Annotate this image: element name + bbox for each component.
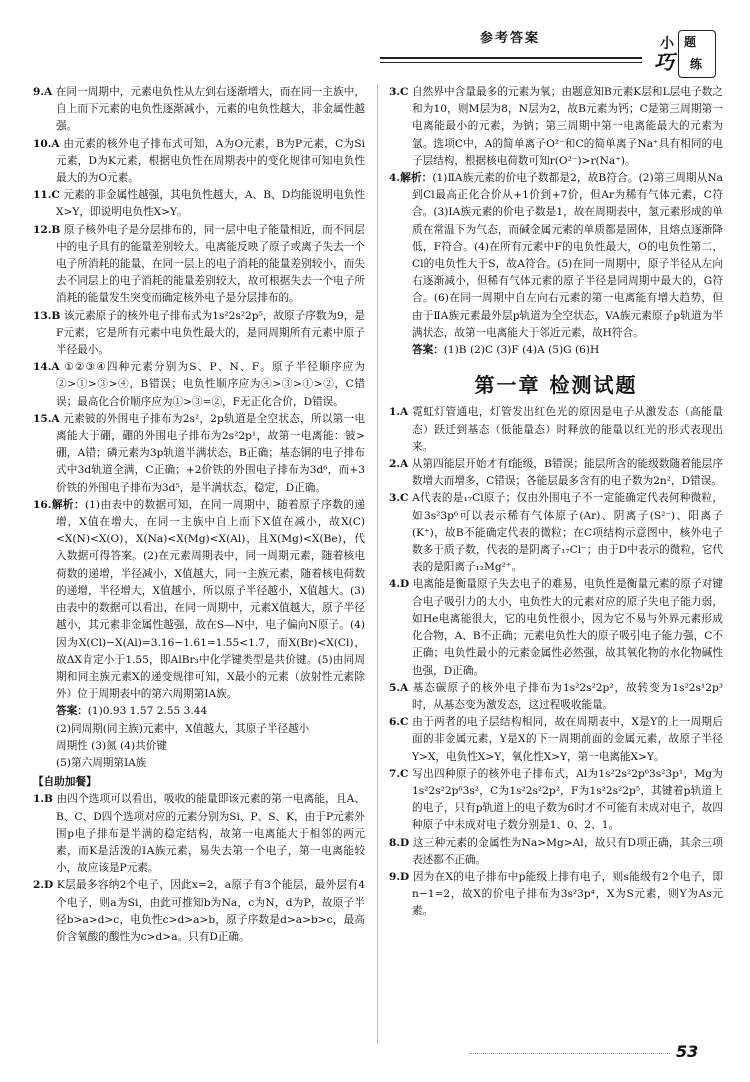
item-number: 16. xyxy=(33,498,52,511)
item-text: 自然界中含量最多的元素为氧；由题意知B元素K层和L层电子数之和为10，则M层为8，N层为2，故B元素为钙；C是第三周期第一电离能最小的元素，为钠；第三周期中第一电离能最大的元素为氩。选项C中，A的简单离子O²⁻和C的简单离子Na⁺具有相同的电子层结构，根据核电荷数可知r(O²⁻)>r(Na⁺)。 xyxy=(411,86,723,167)
item-number: 9.A xyxy=(33,86,53,98)
item-number: 2.A xyxy=(389,458,409,471)
answer-item xyxy=(33,359,365,411)
right-column xyxy=(389,84,723,921)
item-number: 8.D xyxy=(389,836,410,849)
answer-item xyxy=(389,714,723,766)
item-number: 3.C xyxy=(389,492,409,505)
answer-line: (5)第六周期第ⅠA族 xyxy=(56,756,147,769)
answer-item xyxy=(33,791,365,877)
item-text: 因为在X的电子排布中p能级上排有电子，则s能级有2个电子，即n−1=2，故X的价电子排布为3s²3p⁴，X为S元素，则Y为As元素。 xyxy=(412,870,723,918)
answer-item xyxy=(389,456,723,490)
answer-item xyxy=(33,497,365,703)
item-number: 15.A xyxy=(33,412,60,425)
answer-item xyxy=(389,766,723,835)
item-number: 6.C xyxy=(389,716,409,729)
answer-item xyxy=(33,187,365,221)
analysis-label: 解析： xyxy=(51,498,86,511)
item-number: 14.A xyxy=(33,361,60,374)
item-text: 基态碳原子的核外电子排布为1s²2s²2p²，故转变为1s²2s¹2p³时，从基态变为激发态，这过程吸收能量。 xyxy=(412,681,723,711)
item-number: 2.D xyxy=(33,879,54,892)
item-text: (1)ⅡA族元素的价电子数都是2，故B符合。(2)第三周期从Na到Cl最高正化合价从+1价到+7价，但Ar为稀有气体元素，C符合。(3)ⅠA族元素的价电子数是1，故在周期表中，氢元素形成的单质在常温下为气态，而碱金属元素的单质都是固体，且熔点逐渐降低，F符合。(4)在所有元素中F的电负性最大，O的电负性第二，Cl的电负性大于S，故A符合。(5)在同一周期中，原子半径从左向右逐渐减小，但稀有气体元素的原子半径是同周期中最大的，G符合。(6)在同一周期中自左向右元素的第一电离能有增大趋势，但由于ⅡA族元素最外层p轨道为全空状态，VA族元素原子p轨道为半满状态，故第一电离能大于邻近元素，故H符合。 xyxy=(412,172,723,339)
answer-label: 答案： xyxy=(412,344,444,357)
answer-item xyxy=(389,869,723,921)
item-number: 4. xyxy=(389,172,401,185)
item-text: (1)由表中的数据可知，在同一周期中，随着原子序数的递增，X值在增大，在同一主族中自上而下X值在减小，故X(C)<X(N)<X(O)，X(Na)<X(Mg)<X(Al)，且X(Mg)<X(Be)，代入数据可得答案。(2)在元素周期表中，同一周期元素，随着核电荷数的递增，半径减小，X值越大，同一主族元素，随着核电荷数的递增，半径增大，X值越小，所以原子半径越小，X值越大。(3)由表中的数据可以看出，在同一周期中，元素X值越大，原子半径越小，其元素非金属性越强，故在S—N中，电子偏向N原子。(4)因为X(Cl)−X(Al)=3.16−1.61=1.55<1.7，而X(Br)<X(Cl)，故ΔX肯定小于1.55，即AlBr₃中化学键类型是共价键。(5)由同周期和同主族元素X的递变规律可知，X最小的元素（放射性元素除外）位于周期表中的第六周期第ⅠA族。 xyxy=(56,498,365,701)
item-text: 写出四种原子的核外电子排布式，Al为1s²2s²2p⁶3s²3p¹，Mg为1s²2s²2p⁶3s²，C为1s²2s²2p²，F为1s²2s²2p⁵，其键着p轨道上的电子，只有p轨道上的电子数为6时才不可能有未成对电子，故四种原子中未成对电子数分别是1、0、2、1。 xyxy=(412,767,723,832)
footer-ornament xyxy=(470,1053,670,1054)
item-text: 电离能是衡量原子失去电子的难易，电负性是衡量元素的原子对键合电子吸引力的大小，电负性大的元素对应的原子失电子能力弱，如He电离能很大，它的电负性很小，因为它不易与外界元素形成化合物，A、B不正确；元素电负性大的原子吸引电子能力强，C不正确；电负性最小的元素金属性必然强，故其氧化物的水化物碱性也强，D正确。 xyxy=(412,578,723,677)
answer-item xyxy=(33,411,365,497)
answer-line: 周期性 (3)氮 (4)共价键 xyxy=(56,739,167,752)
answer-key xyxy=(389,342,723,359)
item-text: 原子核外电子是分层排布的，同一层中电子能量相近，而不同层中的电子具有的能量差别较大。电离能反映了原子或离子失去一个电子所消耗的能量，在同一层上的电子消耗的能量差别较小，而失去不同层上的电子消耗的能量差别较大，故可根据失去一个电子所消耗的能量发生突变而确定核外电子是分层排布的。 xyxy=(56,223,366,305)
logo-char-3: 巧 xyxy=(654,50,674,74)
logo-char-2: 题 xyxy=(684,35,697,49)
item-text: 这三种元素的金属性为Na>Mg>Al，故只有D项正确，其余三项表述都不正确。 xyxy=(412,836,723,866)
item-text: 从第四能层开始才有f能级，B错误；能层所含的能级数随着能层序数增大而增多，C错误；各能层最多含有的电子数为2n²，D错误。 xyxy=(411,458,723,488)
answer-line: (2)同周期(同主族)元素中，X值越大，其原子半径越小 xyxy=(56,722,310,735)
item-number: 1.A xyxy=(389,406,409,419)
answer-item xyxy=(389,84,723,170)
answer-item xyxy=(33,136,365,188)
answer-item xyxy=(389,170,723,342)
item-number: 12.B xyxy=(33,223,61,236)
item-text: 元素的非金属性越强，其电负性越大，A、B、D均能说明电负性X>Y，即说明电负性X>Y。 xyxy=(56,189,365,219)
item-text: 霓虹灯管通电，灯管发出红色光的原因是电子从激发态（高能量态）跃迁到基态（低能量态）时释放的能量以红光的形式表现出来。 xyxy=(412,406,724,453)
item-number: 7.C xyxy=(389,767,409,780)
answer-item xyxy=(389,576,723,679)
item-number: 5.A xyxy=(389,681,409,694)
left-column xyxy=(33,84,365,946)
item-number: 3.C xyxy=(389,86,409,98)
item-text: 由四个选项可以看出，吸收的能量即该元素的第一电离能，且A、B、C、D四个选项对应的元素分别为Si、P、S、K，由于P元素外围p电子排布是半满的稳定结构，故第一电离能大于相邻的两元素，而K是活泼的ⅠA族元素，易失去第一个电子，第一电离能较小，故应该是P元素。 xyxy=(56,793,365,875)
answer-item xyxy=(33,877,365,946)
answer-item xyxy=(389,490,723,576)
answer-item xyxy=(389,680,723,714)
item-number: 11.C xyxy=(33,189,60,202)
item-text: 元素铍的外围电子排布为2s²，2p轨道是全空状态，所以第一电离能大于硼，硼的外围电子排布为2s²2p¹，故第一电离能：铍>硼，A错；磷元素为3p轨道半满状态，B正确；基态铜的电子排布式中3d轨道全满，C正确；+2价铁的外围电子排布为3d⁶，而+3价铁的外围电子排布为3d⁵，是半满状态，稳定，D正确。 xyxy=(56,412,365,494)
page-number: 53 xyxy=(676,1042,699,1061)
item-number: 1.B xyxy=(33,793,54,806)
logo-char-1: 小 xyxy=(660,36,674,52)
item-text: K层最多容纳2个电子，因此x=2，a原子有3个能层，最外层有4个电子，则a为Si，由此可推知b为Na，c为N，d为P，故原子半径b>a>d>c，电负性c>d>a>b，原子序数是d>a>b>c，最高价含氧酸的酸性为c>d>a。只有D正确。 xyxy=(56,879,365,943)
series-logo xyxy=(650,28,720,80)
item-number: 4.D xyxy=(389,578,410,591)
answer-item xyxy=(33,308,365,360)
item-text: 该元素原子的核外电子排布式为1s²2s²2p⁵，故原子序数为9，是F元素，它是所有元素中电负性最大的，是同周期所有元素中原子半径最小。 xyxy=(56,309,366,357)
item-number: 10.A xyxy=(33,137,60,150)
answer-key xyxy=(33,703,365,720)
item-text: 在同一周期中，元素电负性从左到右逐渐增大，而在同一主族中，自上而下元素的电负性逐渐减小，元素的电负性越大，非金属性越强。 xyxy=(55,86,366,133)
item-text: 由元素的核外电子排布式可知，A为O元素，B为P元素，C为Si元素，D为K元素，根据电负性在周期表中的变化规律可知电负性最大的为O元素。 xyxy=(56,137,365,185)
answer-label: 答案： xyxy=(56,705,88,718)
item-number: 13.B xyxy=(33,309,61,322)
header-rule xyxy=(380,57,642,59)
answer-line: (1)0.93 1.57 2.55 3.44 xyxy=(87,705,208,718)
header-title: 参考答案 xyxy=(480,31,541,46)
header-rule-thin xyxy=(380,62,642,63)
chapter-title: 第一章 检测试题 xyxy=(474,373,638,398)
item-text: A代表的是₁₇Cl原子；仅由外围电子不一定能确定代表何种微粒，如3s²3p⁶可以表示稀有气体原子(Ar)、阴离子(S²⁻)、阳离子(K⁺)，故B不能确定代表的微粒；在C项结构示意图中，核外电子数多于质子数，代表的是阴离子₁₇Cl⁻；由于D中表示的微粒，它代表的是阳离子₁₂Mg²⁺。 xyxy=(412,492,723,574)
section-heading: 【自助加餐】 xyxy=(33,776,97,789)
answer-item xyxy=(389,835,723,869)
analysis-label: 解析： xyxy=(400,172,433,185)
page-header xyxy=(0,0,750,80)
answer-item xyxy=(389,404,723,456)
column-divider xyxy=(377,84,378,1044)
logo-char-4: 练 xyxy=(690,57,703,71)
answer-item xyxy=(33,84,365,136)
item-text: 由于两者的电子层结构相同，故在周期表中，X是Y的上一周期后面的非金属元素，Y是X的下一周期前面的金属元素，故原子半径Y>X，电负性X>Y，氧化性X>Y，第一电离能X>Y。 xyxy=(412,716,723,763)
item-number: 9.D xyxy=(389,870,410,883)
item-text: ①②③④四种元素分别为S、P、N、F。原子半径顺序应为②>①>③>④，B错误；电负性顺序应为④>③>①>②，C错误；最高化合价顺序应为①>③=②，F无正化合价，D错误。 xyxy=(56,361,365,408)
answer-line: (1)B (2)C (3)F (4)A (5)G (6)H xyxy=(443,344,600,357)
answer-item xyxy=(33,222,365,308)
